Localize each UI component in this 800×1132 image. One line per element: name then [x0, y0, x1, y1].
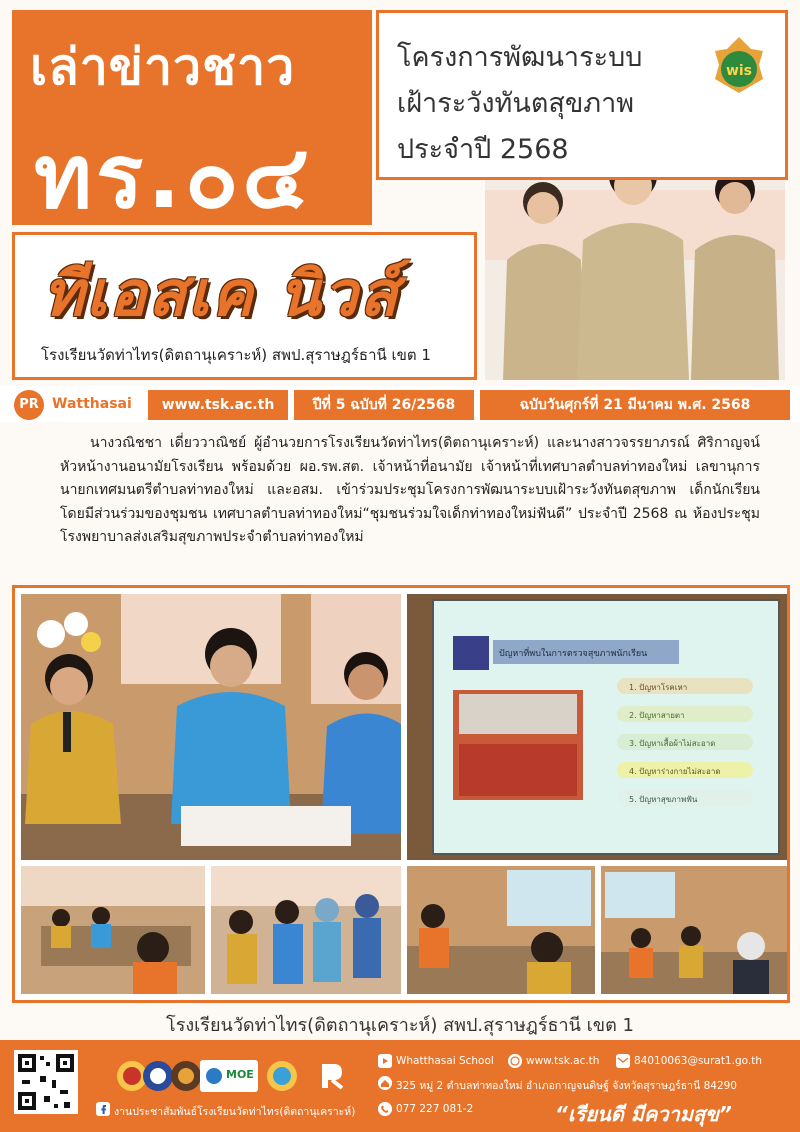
home-icon — [378, 1076, 392, 1090]
pr-name: Watthasai — [52, 396, 132, 412]
footer-email[interactable]: 84010063@surat1.go.th — [634, 1055, 762, 1067]
staff-photo — [485, 150, 785, 380]
youtube-channel[interactable]: Whatthasai School — [396, 1055, 494, 1067]
brand-block — [12, 10, 372, 228]
slide-item-4: 4. ปัญหาร่างกายไม่สะอาด — [629, 767, 721, 776]
presentation-photo — [407, 594, 787, 860]
photo-caption: โรงเรียนวัดท่าไทร(ดิตถานุเคราะห์) สพป.สุราษฎร์ธานี เขต 1 — [166, 1015, 634, 1036]
brand-line-1: เล่าข่าวชาว — [30, 38, 296, 96]
meeting-photo-small-1 — [21, 866, 205, 994]
article-text: นางวณิชชา เดี่ยววาณิชย์ ผู้อำนวยการโรงเรียนวัดท่าไทร(ดิตถานุเคราะห์) และนางสาวจรรยาภรณ์ ศิริกาญจน์ หัวหน้างานอนามัยโรงเรียน พร้อมด้วย ผอ.รพ.สต. เจ้าหน้าที่อนามัย เจ้าหน้าที่เทศบาลตำบลท่าทองใหม่ เลขานุการนายกเทศมนตรีตำบลท่าทองใหม่ และอสม. เข้าร่วมประชุมโครงการพัฒนาระบบเฝ้าระวังทันตสุขภาพ เด็กนักเรียน โดยมีส่วนร่วมของชุมชน เทศบาลตำบลท่าทองใหม่“ชุมชนร่วมใจเด็กท่าทองใหม่ฟันดี” ประจำปี 2568 ณ ห้องประชุมโรงพยาบาลส่งเสริมสุขภาพประจำตำบลท่าทองใหม่ — [60, 435, 760, 545]
slide-title: ปัญหาที่พบในการตรวจสุขภาพนักเรียน — [499, 649, 648, 659]
slide-item-1: 1. ปัญหาโรคเหา — [629, 683, 688, 692]
meeting-photo-small-2 — [211, 866, 401, 994]
footer-website[interactable]: www.tsk.ac.th — [526, 1055, 600, 1067]
slide-item-5: 5. ปัญหาสุขภาพฟัน — [629, 795, 698, 804]
slide-item-2: 2. ปัญหาสายตา — [629, 711, 685, 720]
project-line-3: ประจำปี 2568 — [397, 134, 569, 165]
moe-icon — [206, 1068, 222, 1084]
moe-badge — [200, 1060, 258, 1092]
issue-number: ปีที่ 5 ฉบับที่ 26/2568 — [294, 390, 474, 420]
article-body — [60, 432, 760, 550]
info-bar — [0, 386, 800, 422]
news-title: ทีเอสเค นิวส์ — [43, 257, 400, 330]
meeting-photo-small-4 — [601, 866, 787, 994]
youtube-icon[interactable] — [378, 1054, 392, 1068]
website-link[interactable]: www.tsk.ac.th — [148, 390, 288, 420]
spp-logo-icon — [170, 1060, 202, 1092]
phone-icon — [378, 1102, 392, 1116]
globe-icon — [508, 1054, 522, 1068]
meeting-photo-main — [21, 594, 401, 860]
qr-code-icon[interactable] — [14, 1050, 78, 1114]
news-title-block — [12, 232, 477, 380]
email-icon — [616, 1054, 630, 1068]
footer-address: 325 หมู่ 2 ตำบลท่าทองใหม่ อำเภอกาญจนดิษฐ์ จังหวัดสุราษฎร์ธานี 84290 — [396, 1080, 737, 1092]
slide-item-3: 3. ปัญหาเสื้อผ้าไม่สะอาด — [629, 739, 716, 748]
issue-date: ฉบับวันศุกร์ที่ 21 มีนาคม พ.ศ. 2568 — [480, 390, 790, 420]
facebook-page[interactable]: งานประชาสัมพันธ์โรงเรียนวัดท่าไทร(ดิตถานุเคราะห์) — [114, 1106, 356, 1118]
district-logo-icon — [266, 1060, 298, 1092]
svg-text:wis: wis — [725, 63, 753, 79]
meeting-photo-small-3 — [407, 866, 595, 994]
project-line-2: เฝ้าระวังทันตสุขภาพ — [397, 88, 635, 119]
moe-label: MOE — [226, 1068, 254, 1081]
school-slogan: “เรียนดี มีความสุข” — [555, 1102, 732, 1126]
photo-collage — [12, 585, 790, 1003]
facebook-icon[interactable] — [96, 1102, 110, 1116]
project-line-1: โครงการพัฒนาระบบ — [397, 42, 643, 73]
pr-logo-icon — [316, 1060, 348, 1092]
wis-logo-icon — [711, 35, 767, 95]
footer — [0, 1040, 800, 1132]
brand-line-2: ทร.๐๔ — [34, 125, 314, 228]
school-line: โรงเรียนวัดท่าไทร(ดิตถานุเคราะห์) สพป.สุราษฎร์ธานี เขต 1 — [41, 346, 431, 364]
pr-badge: PR — [14, 390, 44, 420]
project-block — [376, 10, 788, 180]
footer-phone: 077 227 081-2 — [396, 1103, 474, 1115]
